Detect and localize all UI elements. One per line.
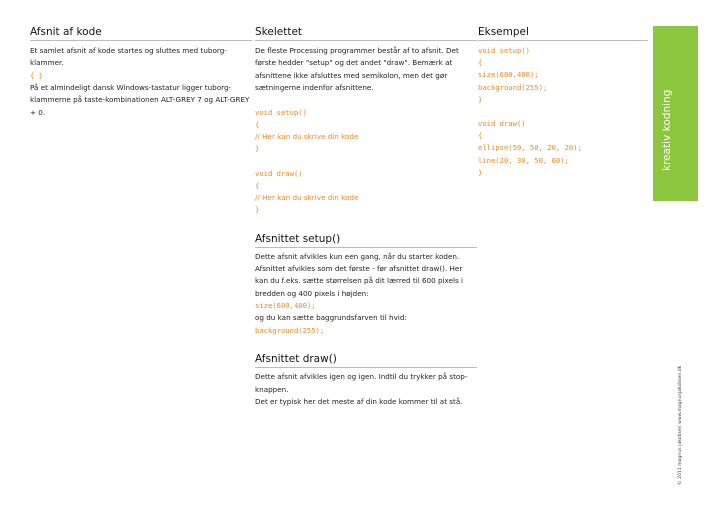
code-comment: // Her kan du skrive din kode	[255, 193, 359, 203]
text-draw-note: Det er typisk her det meste af din kode kommer til at stå.	[255, 396, 463, 406]
code-line: {	[478, 131, 483, 141]
text-setup-desc: Dette afsnit afvikles kun een gang, når du starter koden. Afsnittet afvikles som det første - før afsnittet draw(). Her kan du f.eks. sætte størrelsen på dit lærred til 600 pixels i bredden og 400 pixels i højden:	[255, 251, 464, 298]
heading-skeleton: Skelettet	[255, 26, 477, 41]
code-background: background(255);	[255, 325, 325, 335]
code-line: size(600,400);	[478, 70, 539, 80]
code-line: void setup()	[478, 46, 530, 55]
heading-example: Eksempel	[478, 26, 648, 41]
heading-draw: Afsnittet draw()	[255, 353, 477, 368]
code-line: {	[255, 119, 260, 129]
section-setup	[255, 233, 477, 337]
code-line: }	[255, 205, 260, 215]
section-draw	[255, 353, 477, 408]
column-code-sections	[30, 26, 252, 119]
code-line: ellipse(50, 50, 20, 20);	[478, 143, 582, 153]
text-setup-background: og du kan sætte baggrundsfarven til hvid:	[255, 313, 407, 323]
text-code-sections-intro: Et samlet afsnit af kode startes og sluttes med tuborg-klammer.	[30, 46, 227, 68]
heading-code-sections: Afsnit af kode	[30, 26, 252, 41]
column-example	[478, 26, 648, 179]
text-draw-desc: Dette afsnit afvikles igen og igen. Indtil du trykker på stop-knappen.	[255, 372, 468, 394]
code-comment: // Her kan du skrive din kode	[255, 132, 359, 142]
code-line: {	[255, 180, 260, 190]
code-line: line(20, 30, 50, 60);	[478, 155, 569, 165]
heading-setup: Afsnittet setup()	[255, 233, 477, 248]
code-line: background(255);	[478, 82, 548, 92]
code-line: {	[478, 58, 483, 68]
code-size: size(600,400);	[255, 301, 316, 311]
column-skeleton	[255, 26, 477, 408]
green-sidebar-tab	[653, 26, 698, 201]
code-line: void draw()	[255, 168, 303, 178]
code-line: }	[478, 94, 483, 104]
code-line: void draw()	[478, 119, 526, 129]
sidebar-title: kreativ kodning	[661, 89, 673, 171]
code-line: }	[478, 167, 483, 177]
text-keyboard-tip: På et almindeligt dansk Windows-tastatur ligger tuborg-klammerne på taste-kombinationen ALT-GREY 7 og ALT-GREY + 0.	[30, 83, 250, 117]
code-line: void setup()	[255, 107, 307, 117]
copyright-notice: © 2011 magnus Jakobsen www.magnusjakobsen.dk	[678, 365, 683, 485]
code-braces: { }	[30, 70, 43, 80]
text-skeleton-intro: De fleste Processing programmer består af to afsnit. Det første hedder "setup" og det andet "draw". Bemærk at afsnittene ikke afsluttes med semikolon, men det gør sætningerne indenfor afsnittene.	[255, 46, 459, 93]
code-line: }	[255, 144, 260, 154]
